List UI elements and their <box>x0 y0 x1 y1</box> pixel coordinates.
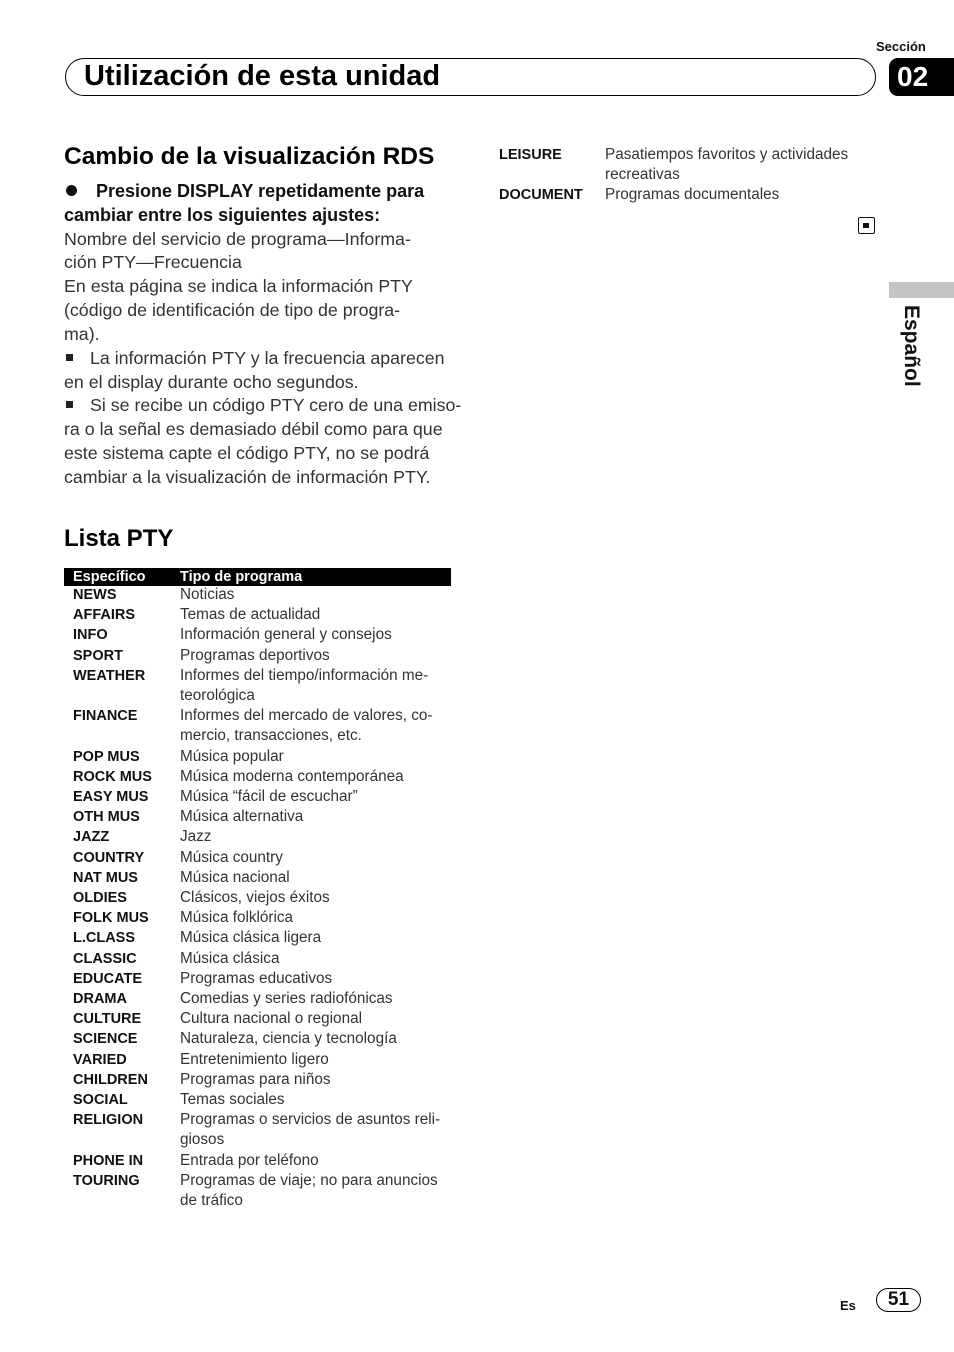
pty-code: OTH MUS <box>73 809 140 826</box>
pty-description <box>180 827 211 847</box>
pty-row-social <box>64 1090 451 1110</box>
pty-row-leisure <box>499 145 859 185</box>
pty-description-line: Programas educativos <box>180 969 333 987</box>
pty-description-line: Música clásica ligera <box>180 929 322 947</box>
pty-code: FINANCE <box>73 708 138 725</box>
step-text: Presione DISPLAY repetidamente para <box>96 181 425 201</box>
pty-description-line: Temas sociales <box>180 1091 285 1109</box>
pty-description-line: Música nacional <box>180 868 290 886</box>
pty-code: DOCUMENT <box>499 187 583 204</box>
pty-row-classic <box>64 949 451 969</box>
pty-code: VARIED <box>73 1051 127 1068</box>
body-line: (código de identificación de tipo de progra- <box>64 300 401 321</box>
pty-description-line: Noticias <box>180 586 235 603</box>
pty-description <box>180 585 234 605</box>
pty-description <box>180 646 330 666</box>
page-title-bar <box>65 58 876 96</box>
pty-table-header <box>64 568 451 586</box>
pty-description <box>605 145 848 185</box>
pty-row-finance <box>64 706 451 746</box>
pty-description <box>180 989 393 1009</box>
body-line: ción PTY—Frecuencia <box>64 252 242 273</box>
pty-row-touring <box>64 1171 451 1211</box>
pty-code: INFO <box>73 627 108 644</box>
pty-description-line: Jazz <box>180 828 212 846</box>
pty-row-children <box>64 1070 451 1090</box>
pty-code: LEISURE <box>499 147 562 163</box>
end-mark-icon <box>858 217 875 234</box>
pty-code: JAZZ <box>73 829 110 846</box>
pty-description-line: Programas o servicios de asuntos reli- <box>180 1111 441 1129</box>
pty-description-line: Programas documentales <box>605 186 780 204</box>
pty-row-folk-mus <box>64 908 451 928</box>
square-bullet-icon <box>66 354 73 361</box>
pty-code: ROCK MUS <box>73 768 152 785</box>
pty-row-country <box>64 848 451 868</box>
pty-table-rows-continued <box>499 145 859 206</box>
pty-description-line: Música moderna contemporánea <box>180 767 404 785</box>
body-line: Nombre del servicio de programa—Informa- <box>64 228 411 249</box>
pty-description <box>180 969 332 989</box>
pty-code: PHONE IN <box>73 1152 144 1169</box>
section-number: 02 <box>897 61 929 92</box>
pty-description-line: Clásicos, viejos éxitos <box>180 888 330 906</box>
pty-description <box>180 1009 362 1029</box>
step-line <box>64 180 474 204</box>
pty-code: CHILDREN <box>73 1071 148 1088</box>
section-number-tab <box>889 58 954 96</box>
pty-row-religion <box>64 1110 451 1150</box>
pty-code: NEWS <box>73 587 117 603</box>
footer-language-code: Es <box>840 1298 856 1313</box>
pty-row-oth-mus <box>64 807 451 827</box>
square-bullet-icon <box>66 401 73 408</box>
rds-heading: Cambio de la visualización RDS <box>64 143 435 170</box>
pty-description-line: Temas de actualidad <box>180 606 321 624</box>
pty-code: TOURING <box>73 1172 140 1189</box>
column-header-code: Específico <box>73 569 146 585</box>
pty-code: RELIGION <box>73 1112 144 1129</box>
pty-row-easy-mus <box>64 787 451 807</box>
pty-description <box>180 747 284 767</box>
language-tab-label: Español <box>900 305 923 387</box>
pty-description <box>180 949 279 969</box>
pty-description <box>180 767 404 787</box>
note-line: cambiar a la visualización de información PTY. <box>64 466 431 487</box>
pty-row-l-class <box>64 928 451 948</box>
pty-row-varied <box>64 1050 451 1070</box>
pty-description-line: Música “fácil de escuchar” <box>180 787 358 805</box>
note-line: en el display durante ocho segundos. <box>64 371 359 392</box>
pty-description <box>180 625 392 645</box>
pty-description-line: Informes del tiempo/información me- <box>180 666 429 684</box>
pty-description-line: Programas para niños <box>180 1070 331 1088</box>
pty-description <box>180 1151 319 1171</box>
pty-code: DRAMA <box>73 991 127 1007</box>
pty-description <box>180 1090 285 1110</box>
pty-description <box>180 1070 331 1090</box>
pty-heading: Lista PTY <box>64 525 174 552</box>
pty-code: SOCIAL <box>73 1092 128 1109</box>
pty-row-weather <box>64 666 451 706</box>
pty-code: EDUCATE <box>73 970 143 987</box>
pty-description <box>180 928 321 948</box>
pty-description-line: recreativas <box>605 166 680 184</box>
pty-row-info <box>64 625 451 645</box>
pty-code: NAT MUS <box>73 869 138 886</box>
pty-code: CLASSIC <box>73 950 137 967</box>
note-line <box>64 347 474 371</box>
pty-description <box>180 787 358 807</box>
pty-row-document <box>499 185 859 205</box>
pty-description <box>605 185 779 205</box>
pty-row-sport <box>64 646 451 666</box>
pty-description-line: Música folklórica <box>180 909 294 927</box>
body-line: ma). <box>64 323 100 344</box>
pty-code: FOLK MUS <box>73 910 149 927</box>
pty-description <box>180 1050 329 1070</box>
pty-code: WEATHER <box>73 667 146 684</box>
column-header-description: Tipo de programa <box>180 569 303 585</box>
pty-description-line: de tráfico <box>180 1191 243 1209</box>
pty-description-line: mercio, transacciones, etc. <box>180 727 362 745</box>
note-text: Si se recibe un código PTY cero de una emiso- <box>90 395 462 416</box>
pty-row-oldies <box>64 888 451 908</box>
pty-description-line: Informes del mercado de valores, co- <box>180 707 433 725</box>
pty-description <box>180 868 290 888</box>
pty-description <box>180 605 320 625</box>
pty-row-jazz <box>64 827 451 847</box>
pty-description <box>180 807 303 827</box>
section-label: Sección <box>876 39 926 54</box>
pty-description <box>180 706 433 746</box>
pty-description <box>180 848 283 868</box>
bullet-dot-icon <box>66 185 77 196</box>
pty-code: POP MUS <box>73 748 140 765</box>
pty-description-line: Programas deportivos <box>180 646 330 664</box>
pty-description <box>180 1171 438 1211</box>
pty-row-nat-mus <box>64 868 451 888</box>
pty-row-news <box>64 585 451 605</box>
pty-table-rows <box>64 585 451 1211</box>
pty-description <box>180 1029 397 1049</box>
step-line: cambiar entre los siguientes ajustes: <box>64 204 381 225</box>
page-title: Utilización de esta unidad <box>84 60 441 92</box>
page-number: 51 <box>876 1288 921 1312</box>
pty-row-educate <box>64 969 451 989</box>
pty-code: CULTURE <box>73 1011 142 1028</box>
note-line: este sistema capte el código PTY, no se podrá <box>64 443 430 464</box>
pty-code: OLDIES <box>73 889 127 906</box>
pty-code: L.CLASS <box>73 930 136 947</box>
pty-description-line: Cultura nacional o regional <box>180 1010 362 1028</box>
pty-description <box>180 888 330 908</box>
pty-description-line: giosos <box>180 1131 225 1149</box>
pty-code: SCIENCE <box>73 1031 138 1048</box>
pty-description <box>180 908 293 928</box>
rds-text-block <box>64 180 474 490</box>
pty-row-science <box>64 1029 451 1049</box>
pty-description-line: Comedias y series radiofónicas <box>180 990 393 1007</box>
pty-description <box>180 666 428 706</box>
pty-description-line: teorológica <box>180 687 255 704</box>
pty-row-affairs <box>64 605 451 625</box>
body-line: En esta página se indica la información PTY <box>64 276 413 297</box>
pty-row-culture <box>64 1009 451 1029</box>
language-tab-bar <box>889 282 954 298</box>
pty-description-line: Pasatiempos favoritos y actividades <box>605 146 849 163</box>
pty-code: SPORT <box>73 647 123 664</box>
end-mark-inner <box>863 223 869 228</box>
pty-description-line: Entrada por teléfono <box>180 1151 319 1169</box>
pty-row-drama <box>64 989 451 1009</box>
pty-description-line: Música popular <box>180 747 284 765</box>
pty-description-line: Música country <box>180 848 283 866</box>
pty-description-line: Entretenimiento ligero <box>180 1050 329 1068</box>
pty-row-rock-mus <box>64 767 451 787</box>
pty-description-line: Música alternativa <box>180 808 304 826</box>
pty-code: EASY MUS <box>73 788 149 805</box>
pty-row-phone-in <box>64 1151 451 1171</box>
note-text: La información PTY y la frecuencia aparecen <box>90 347 445 368</box>
pty-code: AFFAIRS <box>73 607 136 624</box>
pty-description-line: Naturaleza, ciencia y tecnología <box>180 1030 397 1048</box>
note-line: ra o la señal es demasiado débil como para que <box>64 419 443 440</box>
pty-row-pop-mus <box>64 747 451 767</box>
pty-code: COUNTRY <box>73 849 145 866</box>
pty-description-line: Información general y consejos <box>180 626 392 644</box>
pty-description <box>180 1110 440 1150</box>
pty-description-line: Programas de viaje; no para anuncios <box>180 1171 438 1189</box>
pty-table <box>64 568 451 1218</box>
pty-description-line: Música clásica <box>180 949 280 967</box>
note-line <box>64 394 474 418</box>
